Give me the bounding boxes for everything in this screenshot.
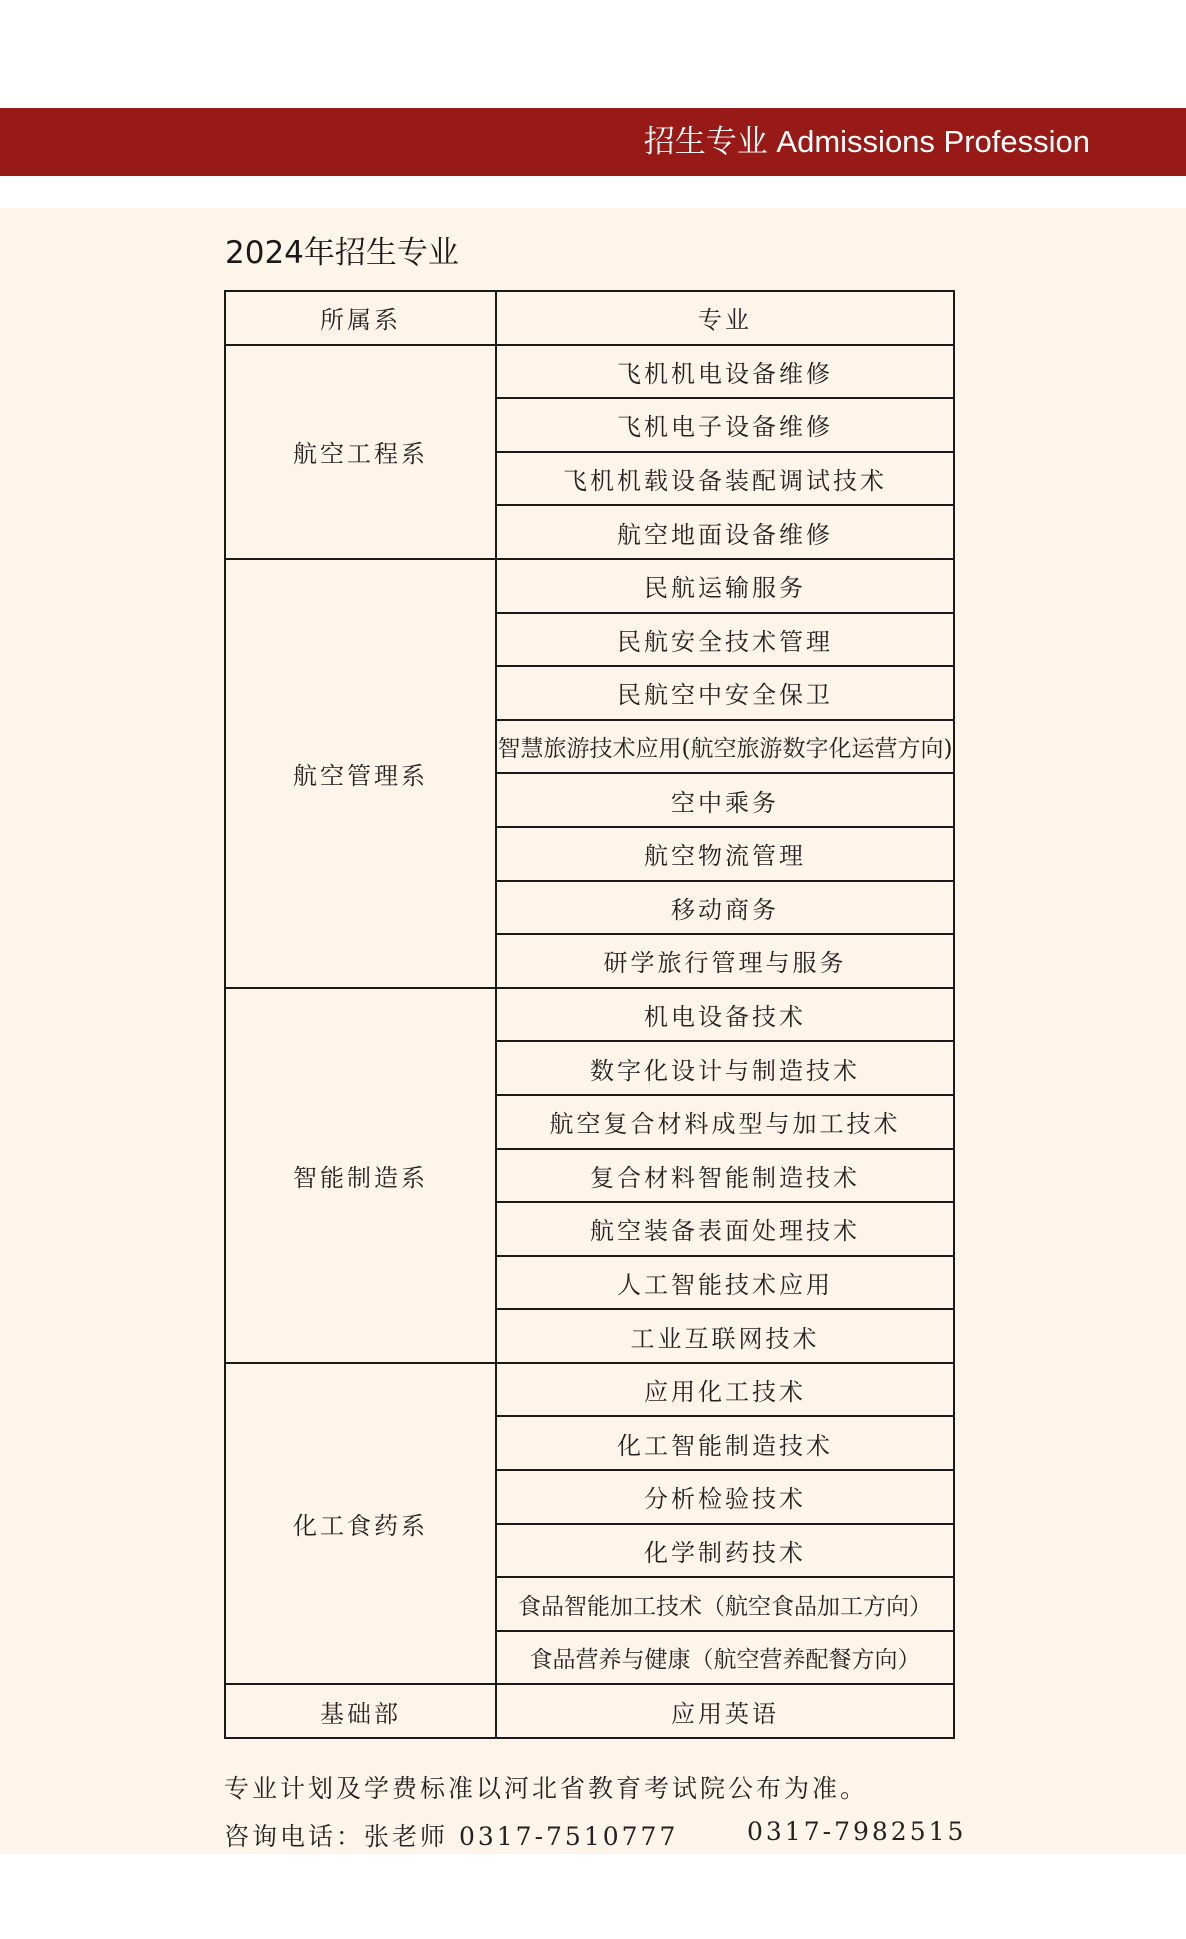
major-cell: 研学旅行管理与服务 (496, 934, 954, 988)
consult-line (224, 1817, 967, 1853)
major-cell: 应用化工技术 (496, 1363, 954, 1417)
major-cell: 飞机电子设备维修 (496, 398, 954, 452)
banner-title: 招生专业 Admissions Profession (643, 124, 1090, 159)
major-cell: 飞机机电设备维修 (496, 345, 954, 399)
section-title: 2024年招生专业 (225, 235, 459, 271)
tuition-note: 专业计划及学费标准以河北省教育考试院公布为准。 (224, 1774, 869, 1803)
major-cell: 民航空中安全保卫 (496, 666, 954, 720)
major-cell: 空中乘务 (496, 773, 954, 827)
table-row (225, 1684, 954, 1738)
department-cell: 航空工程系 (225, 345, 496, 559)
major-cell: 飞机机载设备装配调试技术 (496, 452, 954, 506)
major-cell: 化学制药技术 (496, 1524, 954, 1578)
department-cell: 智能制造系 (225, 988, 496, 1363)
major-cell: 应用英语 (496, 1684, 954, 1738)
major-cell: 数字化设计与制造技术 (496, 1041, 954, 1095)
major-cell: 工业互联网技术 (496, 1309, 954, 1363)
table-row (225, 559, 954, 613)
major-cell: 食品智能加工技术（航空食品加工方向） (496, 1577, 954, 1631)
major-cell: 机电设备技术 (496, 988, 954, 1042)
table-row (225, 988, 954, 1042)
major-cell: 航空地面设备维修 (496, 505, 954, 559)
major-cell: 食品营养与健康（航空营养配餐方向） (496, 1631, 954, 1685)
major-cell: 化工智能制造技术 (496, 1416, 954, 1470)
department-cell: 航空管理系 (225, 559, 496, 988)
major-cell: 民航安全技术管理 (496, 613, 954, 667)
major-cell: 复合材料智能制造技术 (496, 1149, 954, 1203)
consult-phone-2: 0317-7982515 (747, 1817, 967, 1846)
major-cell: 航空装备表面处理技术 (496, 1202, 954, 1256)
table-row (225, 1363, 954, 1417)
department-cell: 基础部 (225, 1684, 496, 1738)
major-cell: 人工智能技术应用 (496, 1256, 954, 1310)
major-cell: 移动商务 (496, 881, 954, 935)
major-cell: 航空物流管理 (496, 827, 954, 881)
header-banner (0, 108, 1186, 176)
major-cell: 航空复合材料成型与加工技术 (496, 1095, 954, 1149)
department-cell: 化工食药系 (225, 1363, 496, 1685)
majors-table (224, 290, 955, 1739)
header-department: 所属系 (225, 291, 496, 345)
consult-phone-1: 咨询电话：张老师 0317-7510777 (224, 1822, 679, 1851)
major-cell: 民航运输服务 (496, 559, 954, 613)
major-cell: 智慧旅游技术应用(航空旅游数字化运营方向) (496, 720, 954, 774)
table-header-row (225, 291, 954, 345)
table-row (225, 345, 954, 399)
header-major: 专业 (496, 291, 954, 345)
major-cell: 分析检验技术 (496, 1470, 954, 1524)
